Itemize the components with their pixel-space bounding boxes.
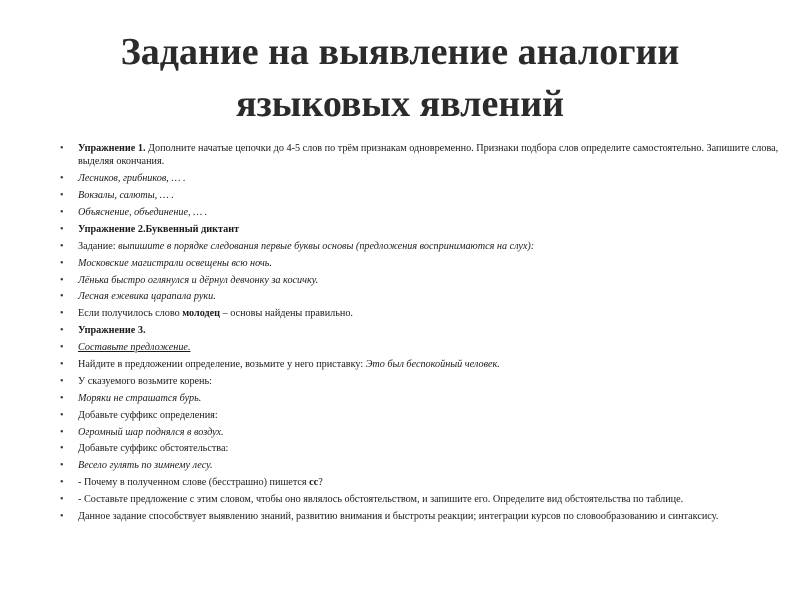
bullet-item <box>0 493 780 506</box>
bullet-item <box>0 476 780 489</box>
bullet-item <box>0 142 780 169</box>
bullet-item <box>0 341 780 354</box>
bullet-text-run: Данное задание способствует выявлению знаний, развитию внимания и быстроты реакции; интеграции курсов по словообразованию и синтаксису. <box>78 511 719 522</box>
bullet-text-run: Упражнение 2.Буквенный диктант <box>78 223 240 235</box>
bullet-text-run: - Почему в полученном слове (бесстрашно) пишется <box>78 477 310 489</box>
bullet-item <box>0 324 780 337</box>
title-line-1: Задание на выявление аналогии <box>120 31 680 73</box>
bullet-item <box>0 223 780 236</box>
bullet-item <box>0 510 780 523</box>
bullet-text-run: Это был беспокойный человек. <box>365 358 500 370</box>
bullet-text-run: Лесная ежевика царапала руки. <box>78 291 216 303</box>
bullet-text-run: сс <box>309 477 319 489</box>
bullet-text-run: Задание: <box>78 240 119 252</box>
bullet-item <box>0 240 780 253</box>
bullet-item <box>0 307 780 320</box>
bullet-text-run: У сказуемого возьмите корень: <box>78 375 212 387</box>
bullet-item <box>0 375 780 388</box>
bullet-text-run: Московские магистрали освещены всю ночь. <box>78 257 272 269</box>
bullet-text-run: Дополните начатые цепочки до 4-5 слов по трём признакам одновременно. Признаки подбора слов определите самостоятельно. Запишите слова, выделяя окончания. <box>78 143 779 168</box>
bullet-text-run: – основы найдены правильно. <box>220 308 353 320</box>
bullet-text-run: Вокзалы, салюты, … . <box>78 190 174 202</box>
slide-title <box>40 26 760 130</box>
bullet-text-run: молодец <box>182 308 221 320</box>
content-bullet-list <box>0 142 780 527</box>
bullet-item <box>0 442 780 455</box>
bullet-text-run: Моряки не страшатся бурь. <box>78 392 202 404</box>
bullet-item <box>0 257 780 270</box>
bullet-item <box>0 358 780 371</box>
bullet-text-run: Объяснение, объединение, … . <box>78 206 208 218</box>
bullet-text-run: Составьте предложение. <box>78 342 191 354</box>
bullet-text-run: Найдите в предложении определение, возьмите у него приставку: <box>78 358 366 370</box>
bullet-text-run: Огромный шар поднялся в воздух. <box>78 426 224 438</box>
bullet-item <box>0 274 780 287</box>
bullet-item <box>0 189 780 202</box>
bullet-text-run: Весело гулять по зимнему лесу. <box>78 460 213 472</box>
bullet-text-run: Добавьте суффикс определения: <box>78 409 218 421</box>
bullet-text-run: Лесников, грибников, … . <box>78 173 186 185</box>
bullet-item <box>0 409 780 422</box>
bullet-item <box>0 426 780 439</box>
bullet-text-run: Упражнение 3. <box>78 325 146 337</box>
bullet-item <box>0 290 780 303</box>
bullet-text-run: ? <box>318 477 323 489</box>
bullet-item <box>0 459 780 472</box>
bullet-text-run: Добавьте суффикс обстоятельства: <box>78 443 229 455</box>
bullet-item <box>0 206 780 219</box>
bullet-item <box>0 392 780 405</box>
bullet-text-run: Упражнение 1. <box>78 143 146 154</box>
bullet-text-run: - Составьте предложение с этим словом, чтобы оно являлось обстоятельством, и запишите его. Определите вид обстоятельства по таблице. <box>78 494 684 506</box>
bullet-text-run: Если получилось слово <box>78 308 183 320</box>
bullet-text-run: Лёнька быстро оглянулся и дёрнул девчонку за косичку. <box>78 274 319 286</box>
bullet-item <box>0 172 780 185</box>
bullet-text-run: выпишите в порядке следования первые буквы основы (предложения воспринимаются на слух): <box>118 240 535 252</box>
title-line-2: языковых явлений <box>235 83 565 125</box>
